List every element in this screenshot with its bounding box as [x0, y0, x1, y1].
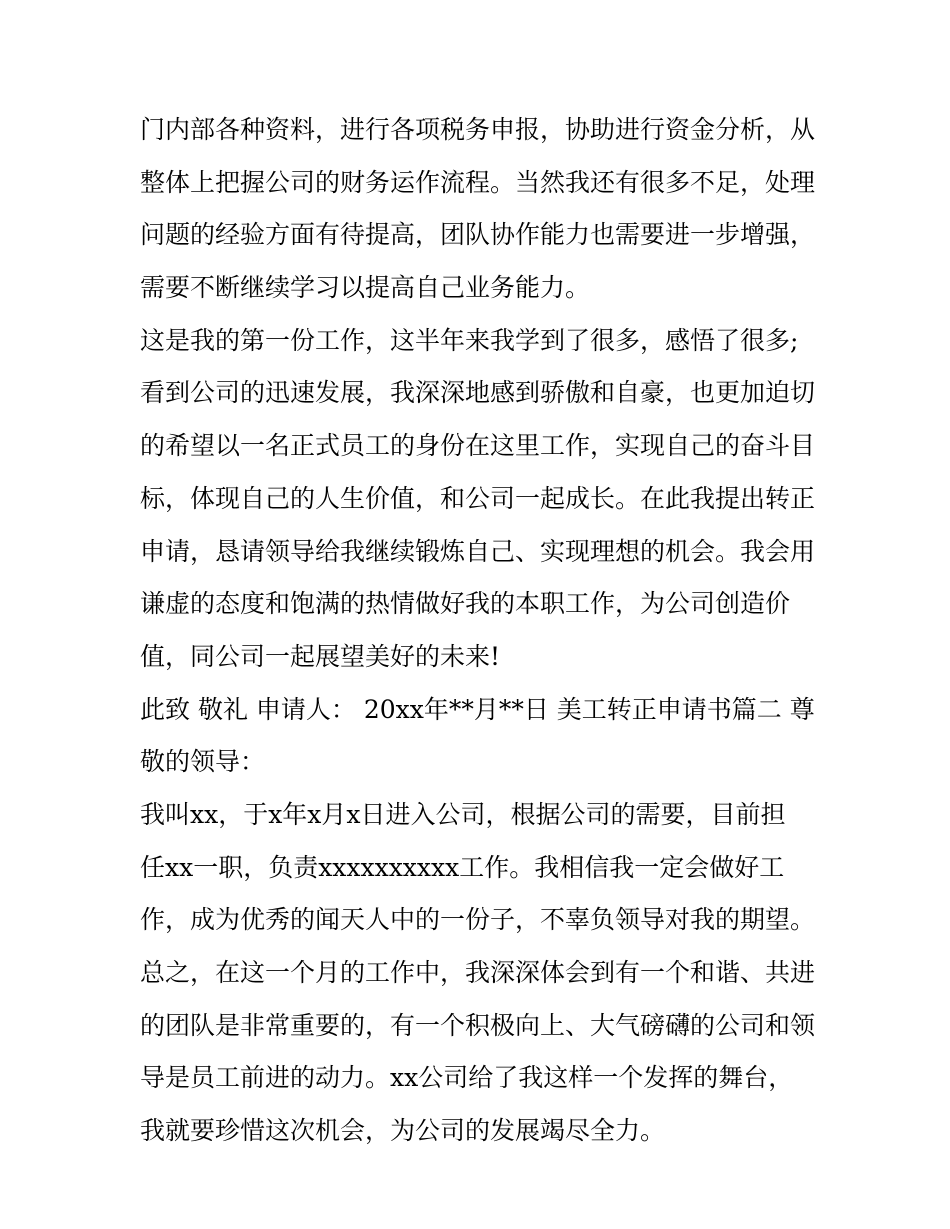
text-line: 谦虚的态度和饱满的热情做好我的本职工作，为公司创造价	[140, 589, 791, 619]
text-line: 门内部各种资料，进行各项税务申报，协助进行资金分析，从	[140, 115, 816, 144]
text-line: 这是我的第一份工作，这半年来我学到了很多，感悟了很多;	[140, 325, 799, 355]
text-line: 需要不断继续学习以提高自己业务能力。	[140, 273, 591, 303]
text-line: 我叫xx，于x年x月x日进入公司，根据公司的需要，目前担	[140, 799, 786, 829]
text-line: 此致 敬礼 申请人： 20xx年**月**日 美工转正申请书篇二 尊	[140, 694, 815, 724]
text-line: 的希望以一名正式员工的身份在这里工作，实现自己的奋斗目	[140, 431, 816, 461]
text-line: 标，体现自己的人生价值，和公司一起成长。在此我提出转正	[140, 483, 816, 513]
text-line: 申请，恳请领导给我继续锻炼自己、实现理想的机会。我会用	[140, 536, 816, 566]
text-line: 值，同公司一起展望美好的未来!	[140, 641, 501, 671]
text-line: 敬的领导：	[140, 747, 266, 777]
text-line: 任xx一职，负责xxxxxxxxxx工作。我相信我一定会做好工	[140, 852, 785, 882]
text-line: 作，成为优秀的闻天人中的一份子，不辜负领导对我的期望。	[140, 905, 816, 935]
text-line: 问题的经验方面有待提高，团队协作能力也需要进一步增强，	[140, 220, 816, 250]
text-line: 看到公司的迅速发展，我深深地感到骄傲和自豪，也更加迫切	[140, 378, 816, 408]
text-line: 我就要珍惜这次机会，为公司的发展竭尽全力。	[140, 1116, 666, 1146]
text-line: 总之，在这一个月的工作中，我深深体会到有一个和谐、共进	[140, 958, 816, 987]
text-line: 的团队是非常重要的，有一个积极向上、大气磅礴的公司和领	[140, 1010, 816, 1040]
text-line: 导是员工前进的动力。xx公司给了我这样一个发挥的舞台，	[140, 1063, 794, 1093]
text-line: 整体上把握公司的财务运作流程。当然我还有很多不足，处理	[140, 167, 816, 197]
document-body	[140, 104, 820, 1158]
